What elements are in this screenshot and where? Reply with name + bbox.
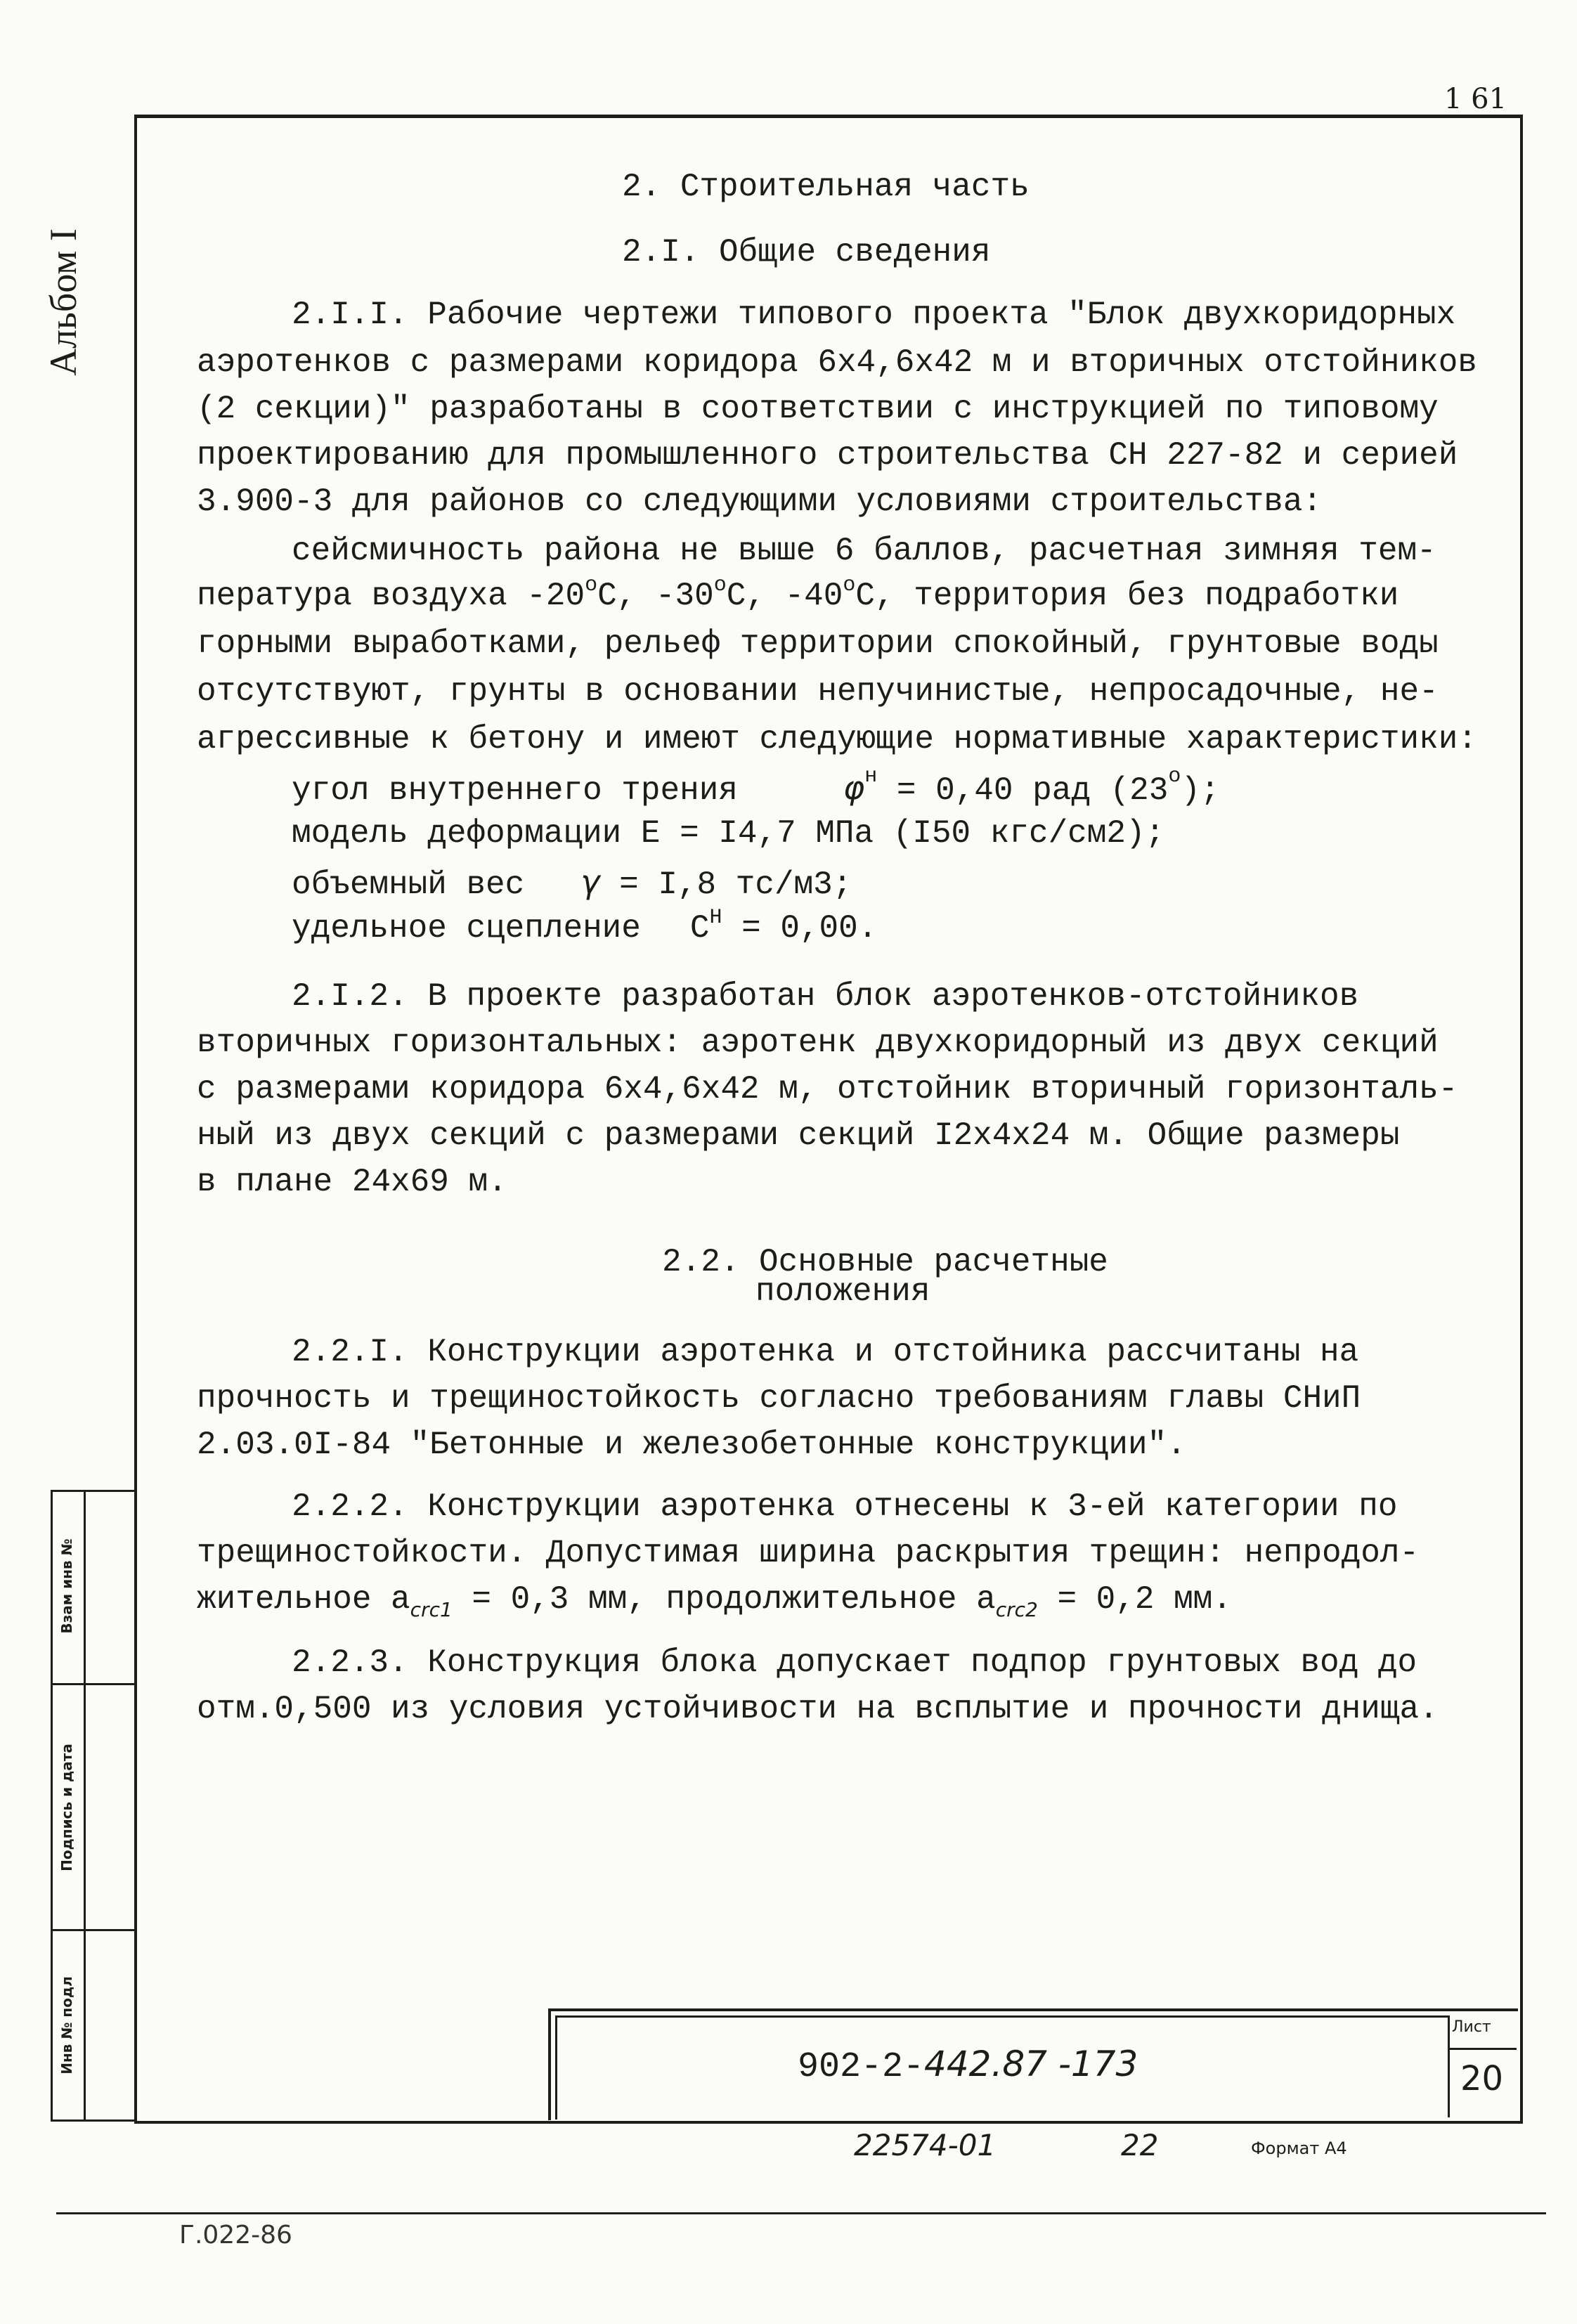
phi-symbol: φ (843, 769, 865, 807)
degree-mark: о (585, 573, 598, 597)
p223-line-1: 2.2.3. Конструкция блока допускает подпор грунтовых вод до (292, 1644, 1417, 1681)
p212-line-3: с размерами коридора 6х4,6х42 м, отстойник вторичный горизонталь- (197, 1071, 1458, 1108)
crack-pre: жительное а (197, 1581, 410, 1618)
modulus-line: модель деформации Е = I4,7 МПа (I50 кгс/см2); (292, 815, 1165, 852)
section22-title: 2.2. Основные расчетные (662, 1244, 1108, 1280)
p211-line-2: аэротенков с размерами коридора 6х4,6х42 м и вторичных отстойников (197, 344, 1477, 381)
p211-line-4: проектированию для промышленного строительства СН 227-82 и серией (197, 437, 1458, 474)
degree-mark: о (713, 573, 727, 597)
stamp-orig-inv: Инв № подл (58, 1976, 75, 2075)
p221-line-2: прочность и трещиностойкость согласно требованиям главы СНиП (197, 1380, 1361, 1417)
p211b-line-2: отсутствуют, грунты в основании непучинистые, непросадочные, не- (197, 673, 1439, 710)
crack-width-line (197, 1581, 1232, 1621)
crack-subscript-1: crc1 (410, 1598, 453, 1621)
friction-value: = 0,40 рад (23 (877, 772, 1169, 809)
friction-end: ); (1181, 772, 1220, 809)
p223-line-2: отм.0,500 из условия устойчивости на всплытие и прочности днища. (197, 1691, 1439, 1727)
section-title: 2. Строительная часть (622, 169, 1030, 205)
stamp-divider (51, 1929, 134, 1931)
p211-line-6: сейсмичность района не выше 6 баллов, расчетная зимняя тем- (292, 533, 1436, 569)
crack-subscript-2: crc2 (995, 1598, 1038, 1621)
temp-c3: С, территория без подработки (855, 578, 1399, 614)
temp-c2: С, -40 (726, 578, 843, 614)
stamp-sign-date: Подпись и дата (58, 1744, 75, 1871)
p211-line-1: 2.I.I. Рабочие чертежи типового проекта "Блок двухкоридорных (292, 297, 1456, 333)
crack-end: = 0,2 мм. (1037, 1581, 1232, 1618)
section-subtitle: 2.I. Общие сведения (622, 234, 991, 271)
cohesion-superscript: Н (709, 906, 722, 930)
temperature-line (197, 573, 1399, 614)
weight-line (292, 863, 852, 903)
inventory-number: 22574-01 (854, 2128, 997, 2162)
p211-line-5: 3.900-3 для районов со следующими условиями строительства: (197, 483, 1323, 520)
p211b-line-1: горными выработками, рельеф территории спокойный, грунтовые воды (197, 625, 1439, 662)
form-code: Г.022-86 (179, 2221, 292, 2250)
p212-line-2: вторичных горизонтальных: аэротенк двухкоридорный из двух секций (197, 1025, 1439, 1061)
cohesion-label: удельное сцепление (292, 910, 641, 947)
p221-line-1: 2.2.I. Конструкции аэротенка и отстойника рассчитаны на (292, 1334, 1359, 1370)
sheet-number: 20 (1460, 2059, 1504, 2098)
weight-label: объемный вес (292, 866, 525, 903)
cohesion-line (292, 906, 878, 947)
degree-mark: о (1168, 765, 1181, 788)
code-handwritten: 442.87 -173 (924, 2044, 1138, 2084)
p212-line-1: 2.I.2. В проекте разработан блок аэротенков-отстойников (292, 978, 1359, 1015)
crack-mid: = 0,3 мм, продолжительное а (452, 1581, 996, 1618)
code-printed: 902-2- (798, 2047, 925, 2087)
friction-label: угол внутреннего трения (292, 772, 738, 809)
cohesion-value: = 0,00. (722, 910, 878, 947)
temp-c1: С, -30 (597, 578, 714, 614)
phi-superscript: н (864, 765, 878, 788)
section22-subtitle: положения (755, 1273, 930, 1310)
bottom-rule (56, 2212, 1546, 2214)
p212-line-4: ный из двух секций с размерами секций I2х4х24 м. Общие размеры (197, 1117, 1400, 1154)
p222-line-2: трещиностойкости. Допустимая ширина раскрытия трещин: непродол- (197, 1535, 1420, 1571)
p211b-line-3: агрессивные к бетону и имеют следующие нормативные характеристики: (197, 721, 1477, 758)
friction-angle-line (292, 765, 1220, 809)
p221-line-3: 2.03.0I-84 "Бетонные и железобетонные конструкции". (197, 1427, 1186, 1463)
gamma-symbol: γ (580, 863, 600, 901)
document-code (798, 2044, 1138, 2087)
inventory-copy: 22 (1121, 2128, 1159, 2162)
sheet-divider (1448, 2048, 1517, 2050)
album-label: Альбом I (42, 228, 84, 376)
cohesion-symbol: С (689, 910, 710, 947)
corner-page-mark: 1 61 (1444, 83, 1507, 115)
degree-mark: о (843, 573, 856, 597)
stamp-divider (51, 1683, 134, 1685)
p211-line-3: (2 секции)" разработаны в соответствии с инструкцией по типовому (197, 391, 1439, 427)
paper-format: Формат А4 (1251, 2138, 1347, 2158)
p222-line-1: 2.2.2. Конструкции аэротенка отнесены к 3-ей категории по (292, 1488, 1398, 1525)
sheet-label: Лист (1452, 2018, 1491, 2036)
stamp-replace-inv: Взам инв № (58, 1538, 75, 1634)
stamp-strip-right (82, 1490, 134, 2122)
p212-line-5: в плане 24х69 м. (197, 1164, 507, 1200)
weight-value: = I,8 тс/м3; (599, 866, 852, 903)
temp-pre: пература воздуха -20 (197, 578, 585, 614)
